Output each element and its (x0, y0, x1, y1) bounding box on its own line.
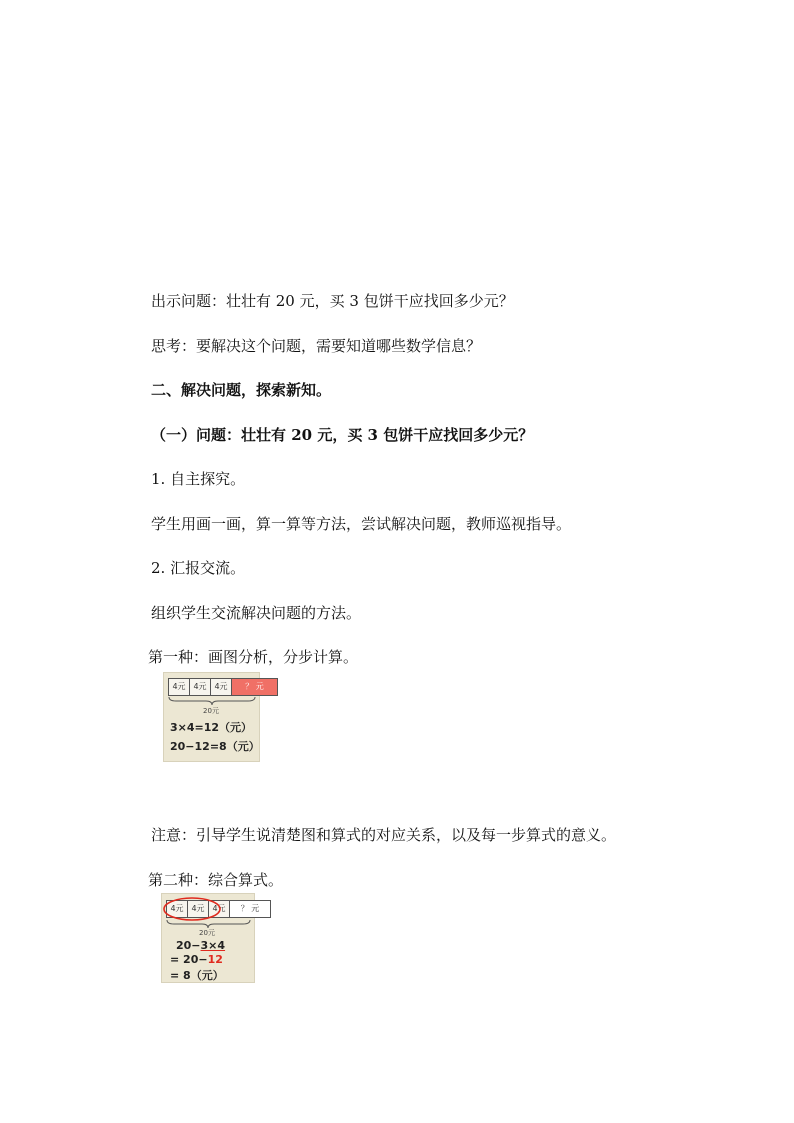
step1-line: 1. 自主探究。 (151, 470, 246, 488)
eq1-underlined-part: 3×4 (200, 939, 226, 952)
method2-line: 第二种：综合算式。 (148, 871, 284, 889)
method1-line: 第一种：画图分析，分步计算。 (148, 648, 359, 666)
sub-one-heading: （一）问题：壮壮有 20 元，买 3 包饼干应找回多少元？ (151, 426, 534, 444)
total-brace (168, 696, 256, 706)
combined-equation-2 (170, 953, 223, 966)
combined-equation-1 (176, 939, 225, 952)
figure-combined (161, 893, 260, 983)
step2-line: 2. 汇报交流。 (151, 559, 246, 577)
show-question-line: 出示问题：壮壮有 20 元，买 3 包饼干应找回多少元？ (151, 292, 514, 310)
segment-unknown: ？ 元 (232, 679, 277, 695)
note-line: 注意：引导学生说清楚图和算式的对应关系，以及每一步算式的意义。 (151, 826, 617, 844)
segment-4yuan-3: 4元 (209, 901, 230, 917)
equation-1: 3×4=12（元） (170, 721, 253, 734)
total-label: 20元 (199, 929, 215, 937)
total-label: 20元 (203, 707, 219, 715)
eq2-result-highlight: 12 (207, 953, 223, 966)
segment-4yuan-1: 4元 (167, 901, 188, 917)
segment-4yuan-2: 4元 (188, 901, 209, 917)
section-two-heading: 二、解决问题，探索新知。 (151, 381, 332, 399)
figure-stepwise (163, 672, 264, 762)
combined-equation-3: = 8（元） (170, 969, 224, 982)
eq1-prefix: 20− (176, 939, 201, 952)
think-line: 思考：要解决这个问题，需要知道哪些数学信息？ (151, 337, 482, 355)
equation-2: 20−12=8（元） (170, 740, 260, 753)
segment-4yuan-3: 4元 (211, 679, 232, 695)
eq2-prefix: = 20− (170, 953, 208, 966)
segment-4yuan-2: 4元 (190, 679, 211, 695)
bar-diagram (168, 678, 278, 696)
step1-desc: 学生用画一画，算一算等方法，尝试解决问题，教师巡视指导。 (151, 515, 572, 533)
step2-desc: 组织学生交流解决问题的方法。 (151, 604, 362, 622)
segment-4yuan-1: 4元 (169, 679, 190, 695)
segment-unknown: ？ 元 (230, 901, 270, 917)
